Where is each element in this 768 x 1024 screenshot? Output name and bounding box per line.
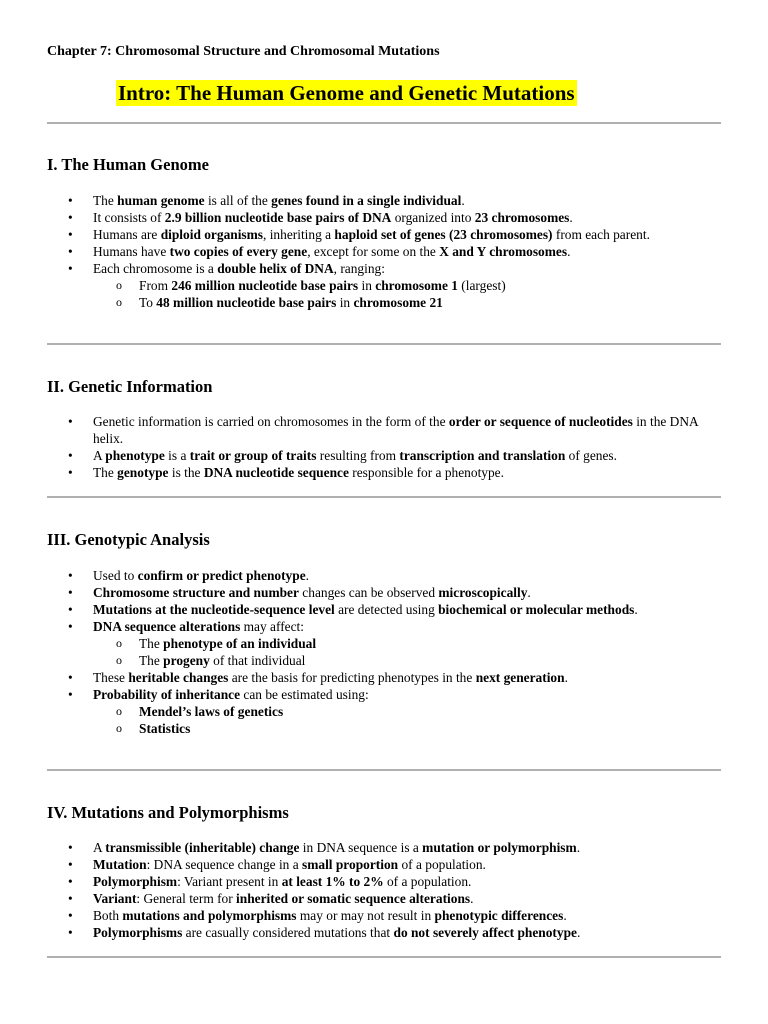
bold-text: Polymorphism [93, 874, 178, 889]
text: are the basis for predicting phenotypes in the [228, 670, 476, 685]
sub-bullet-marker: o [116, 295, 122, 309]
page-title: Intro: The Human Genome and Genetic Mutations [118, 81, 575, 105]
divider [47, 956, 721, 958]
sub-bullet-marker: o [116, 704, 122, 718]
bullet-marker: • [68, 670, 73, 685]
bold-text: DNA sequence alterations [93, 619, 241, 634]
bullet-marker: • [68, 874, 73, 889]
section-heading-genetic-information: II. Genetic Information [47, 377, 213, 396]
text: A [93, 840, 106, 855]
bold-text: genotype [117, 465, 169, 480]
text: Each chromosome is a [93, 261, 218, 276]
bullet-marker: • [68, 414, 73, 429]
text: From [139, 278, 172, 293]
bold-text: Variant [93, 891, 137, 906]
bold-text: confirm or predict phenotype [137, 568, 306, 583]
bold-text: inherited or somatic sequence alterations [236, 891, 471, 906]
sub-list-item [47, 652, 727, 669]
bold-text: genes found in a single individual [271, 193, 462, 208]
sub-list-item [47, 277, 727, 294]
text: Humans have [93, 244, 170, 259]
bold-text: order or sequence of nucleotides [448, 414, 633, 429]
list-item [47, 243, 727, 260]
bold-text: mutation or polymorphism [422, 840, 577, 855]
bold-text: biochemical or molecular methods [438, 602, 635, 617]
text: is the [168, 465, 204, 480]
section-list-genotypic-analysis [47, 567, 727, 737]
bullet-marker: • [68, 448, 73, 463]
section-list-mutations-polymorphisms [47, 839, 727, 941]
bold-text: chromosome 21 [353, 295, 443, 310]
divider [47, 769, 721, 771]
bold-text: next generation [475, 670, 565, 685]
sub-list-item [47, 703, 727, 720]
section-heading-mutations-polymorphisms: IV. Mutations and Polymorphisms [47, 803, 289, 822]
bold-text: Mutation [93, 857, 147, 872]
bullet-marker: • [68, 227, 73, 242]
list-item [47, 618, 727, 635]
text: These [93, 670, 129, 685]
list-item [47, 873, 727, 890]
bold-text: chromosome 1 [375, 278, 458, 293]
text: . [461, 193, 465, 208]
text: of genes. [565, 448, 617, 463]
bold-text: 246 million nucleotide base pairs [171, 278, 359, 293]
section-list-human-genome [47, 192, 727, 311]
list-item [47, 907, 727, 924]
text: . [576, 925, 581, 940]
text: It consists of [93, 210, 165, 225]
text: To [139, 295, 157, 310]
text: are detected using [334, 602, 439, 617]
bullet-marker: • [68, 840, 73, 855]
bold-text: diploid organisms [160, 227, 264, 242]
bold-text: phenotype [105, 448, 165, 463]
list-item [47, 413, 727, 447]
bold-text: X and Y chromosomes [439, 244, 568, 259]
bold-text: Chromosome structure and number [93, 585, 299, 600]
bold-text: mutations and polymorphisms [122, 908, 297, 923]
text: can be estimated using: [240, 687, 369, 702]
bullet-marker: • [68, 925, 73, 940]
text: . [527, 585, 531, 600]
divider [47, 496, 721, 498]
text: . [563, 908, 567, 923]
bold-text: progeny [163, 653, 210, 668]
sub-bullet-marker: o [116, 653, 122, 667]
text: , ranging: [333, 261, 385, 276]
text: : General term for [136, 891, 237, 906]
bullet-marker: • [68, 193, 73, 208]
chapter-heading: Chapter 7: Chromosomal Structure and Chromosomal Mutations [47, 44, 440, 59]
text: , inheriting a [263, 227, 335, 242]
text: in [358, 278, 376, 293]
text: in the DNA helix. [93, 414, 698, 446]
text: , except for some on the [307, 244, 440, 259]
list-item [47, 839, 727, 856]
text: in DNA sequence is a [299, 840, 423, 855]
text: Used to [93, 568, 138, 583]
text: . [576, 840, 581, 855]
bold-text: Statistics [139, 721, 191, 736]
bold-text: Mendel’s laws of genetics [139, 704, 284, 719]
text: (largest) [457, 278, 506, 293]
bold-text: 23 chromosomes [474, 210, 570, 225]
list-item [47, 567, 727, 584]
text: . [567, 244, 571, 259]
text: is a [164, 448, 190, 463]
text: in [336, 295, 354, 310]
text: . [569, 210, 573, 225]
bold-text: DNA nucleotide sequence [203, 465, 349, 480]
list-item [47, 584, 727, 601]
text: A [93, 448, 106, 463]
bold-text: microscopically [438, 585, 528, 600]
bold-text: double helix of DNA [217, 261, 334, 276]
bullet-marker: • [68, 210, 73, 225]
section-list-genetic-information [47, 413, 727, 481]
list-item [47, 192, 727, 209]
bold-text: transmissible (inheritable) change [105, 840, 300, 855]
bullet-marker: • [68, 891, 73, 906]
bold-text: phenotype of an individual [163, 636, 317, 651]
list-item [47, 464, 727, 481]
sub-list-item [47, 294, 727, 311]
sub-list-item [47, 720, 727, 737]
bullet-marker: • [68, 602, 73, 617]
section-heading-genotypic-analysis: III. Genotypic Analysis [47, 530, 210, 549]
text: may or may not result in [296, 908, 435, 923]
bold-text: at least 1% to 2% [281, 874, 384, 889]
bullet-marker: • [68, 857, 73, 872]
list-item [47, 856, 727, 873]
text: may affect: [240, 619, 304, 634]
sub-list-item [47, 635, 727, 652]
text: . [470, 891, 474, 906]
text: : Variant present in [177, 874, 282, 889]
text: responsible for a phenotype. [348, 465, 504, 480]
text: Humans are [93, 227, 161, 242]
list-item [47, 447, 727, 464]
text: of a population. [398, 857, 486, 872]
bold-text: Probability of inheritance [93, 687, 241, 702]
text: is all of the [204, 193, 272, 208]
bold-text: transcription and translation [399, 448, 566, 463]
text: . [564, 670, 568, 685]
text: The [139, 653, 164, 668]
text: Genetic information is carried on chromosomes in the form of the [93, 414, 449, 429]
text: . [634, 602, 638, 617]
divider [47, 122, 721, 124]
bullet-marker: • [68, 687, 73, 702]
text: The [93, 465, 118, 480]
bold-text: do not severely affect phenotype [393, 925, 577, 940]
divider [47, 343, 721, 345]
text: resulting from [316, 448, 400, 463]
bold-text: 48 million nucleotide base pairs [156, 295, 337, 310]
text: changes can be observed [298, 585, 439, 600]
bold-text: two copies of every gene [169, 244, 308, 259]
text: : DNA sequence change in a [146, 857, 303, 872]
list-item [47, 669, 727, 686]
bold-text: trait or group of traits [189, 448, 317, 463]
text: . [305, 568, 309, 583]
list-item [47, 226, 727, 243]
bullet-marker: • [68, 619, 73, 634]
bold-text: human genome [117, 193, 205, 208]
sub-bullet-marker: o [116, 278, 122, 292]
list-item [47, 890, 727, 907]
list-item [47, 209, 727, 226]
bold-text: 2.9 billion nucleotide base pairs of DNA [164, 210, 392, 225]
list-item [47, 601, 727, 618]
bullet-marker: • [68, 465, 73, 480]
bold-text: Mutations at the nucleotide-sequence level [93, 602, 335, 617]
text: The [139, 636, 164, 651]
text: are casually considered mutations that [182, 925, 394, 940]
bold-text: small proportion [302, 857, 399, 872]
text: Both [93, 908, 123, 923]
text: organized into [391, 210, 475, 225]
list-item [47, 924, 727, 941]
bullet-marker: • [68, 568, 73, 583]
bold-text: Polymorphisms [93, 925, 183, 940]
bold-text: phenotypic differences [434, 908, 564, 923]
text: of a population. [383, 874, 472, 889]
text: of that individual [209, 653, 306, 668]
bullet-marker: • [68, 261, 73, 276]
text: from each parent. [552, 227, 650, 242]
list-item [47, 686, 727, 703]
list-item [47, 260, 727, 277]
sub-bullet-marker: o [116, 636, 122, 650]
text: The [93, 193, 118, 208]
sub-bullet-marker: o [116, 721, 122, 735]
bold-text: heritable changes [128, 670, 229, 685]
bullet-marker: • [68, 908, 73, 923]
bullet-marker: • [68, 585, 73, 600]
bold-text: haploid set of genes (23 chromosomes) [334, 227, 553, 242]
section-heading-human-genome: I. The Human Genome [47, 155, 209, 174]
bullet-marker: • [68, 244, 73, 259]
